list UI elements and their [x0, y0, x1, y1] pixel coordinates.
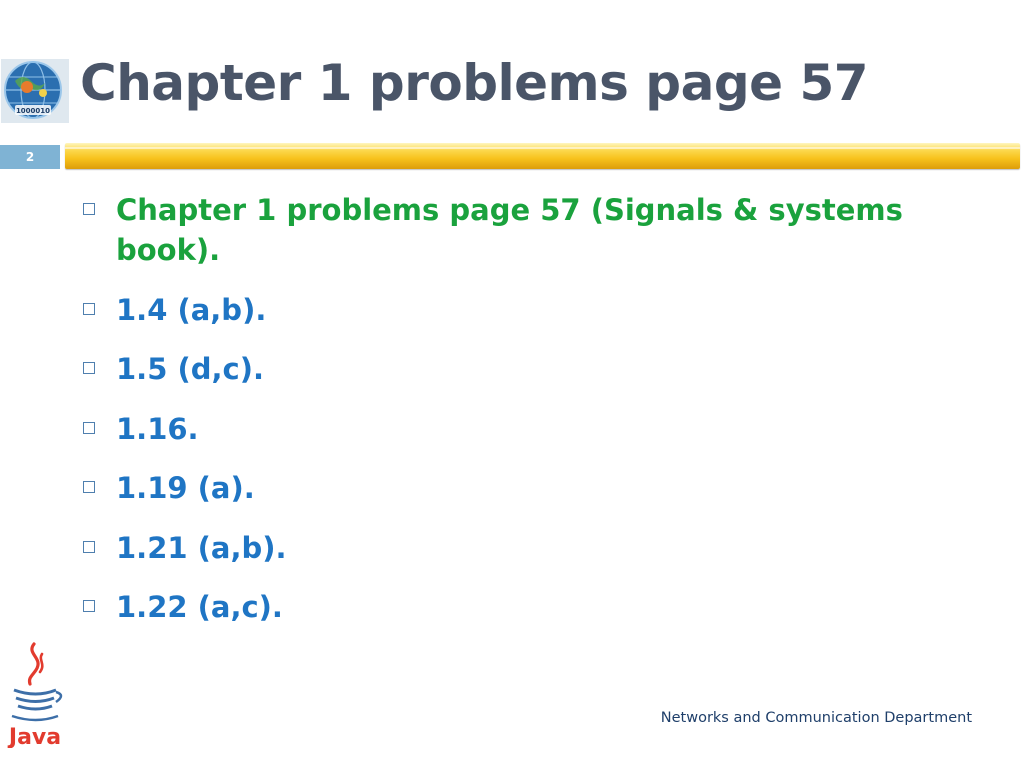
- footer-department: Networks and Communication Department: [660, 710, 972, 726]
- list-item-text: 1.22 (a,c).: [116, 590, 283, 624]
- square-bullet-icon: [83, 422, 95, 434]
- list-item-text: 1.16.: [116, 411, 199, 446]
- list-item: [78, 468, 958, 508]
- square-bullet-icon: [83, 600, 95, 612]
- square-bullet-icon: [83, 303, 95, 315]
- slide-title: Chapter 1 problems page 57: [80, 54, 869, 112]
- list-item-text: 1.5 (d,c).: [116, 352, 264, 386]
- square-bullet-icon: [83, 203, 95, 215]
- list-item-text: 1.19 (a).: [116, 471, 255, 505]
- java-logo-icon: [4, 640, 66, 748]
- slide-number: 2: [0, 145, 60, 169]
- list-item: [78, 190, 958, 270]
- list-item-text: 1.4 (a,b).: [116, 292, 267, 327]
- list-item-text: Chapter 1 problems page 57 (Signals & systems book).: [116, 193, 903, 267]
- bullet-list: [78, 190, 958, 647]
- svg-text:1000010: 1000010: [15, 107, 51, 115]
- list-item-text: 1.21 (a,b).: [116, 530, 287, 565]
- list-item: [78, 290, 958, 330]
- list-item: [78, 349, 958, 389]
- list-item: [78, 409, 958, 449]
- list-item: [78, 587, 958, 627]
- list-item: [78, 528, 958, 568]
- svg-text:Java: Java: [8, 725, 62, 748]
- title-underline-bar: [65, 143, 1020, 169]
- square-bullet-icon: [83, 362, 95, 374]
- square-bullet-icon: [83, 541, 95, 553]
- square-bullet-icon: [83, 481, 95, 493]
- globe-logo-icon: [1, 59, 69, 123]
